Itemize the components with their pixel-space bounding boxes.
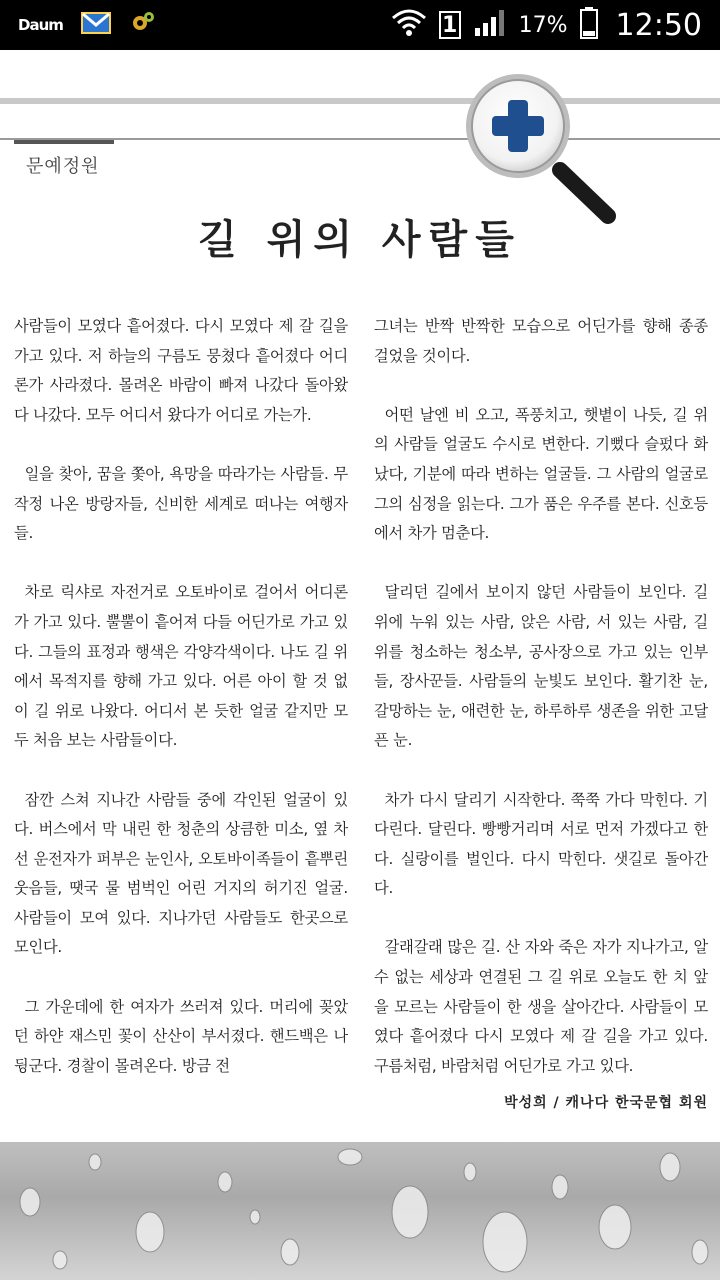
author-byline: 박성희 / 캐나다 한국문협 회원 [504, 1095, 708, 1112]
zoom-in-magnifier-icon [460, 70, 620, 230]
paragraph: 그녀는 반짝 반짝한 모습으로 어딘가를 향해 종종 걸었을 것이다. [374, 317, 708, 365]
paragraph: 갈래갈래 많은 길. 산 자와 죽은 자가 지나가고, 알 수 없는 세상과 연결된 그 길 위로 오늘도 한 치 앞을 모르는 사람들이 한 생을 살아간다. 사람들이 모였다 흩어졌다 다시 모였다 제 갈 길을 가고 있다. 구름처럼, 바람처럼 어딘가로 가고 있다. [374, 938, 708, 1075]
sim-slot-icon: 1 [439, 11, 461, 39]
paragraph: 차가 다시 달리기 시작한다. 쭉쭉 가다 막힌다. 기다린다. 달린다. 빵빵거리며 서로 먼저 가겠다고 한다. 실랑이를 벌인다. 다시 막힌다. 샛길로 돌아간다. [374, 790, 708, 898]
daum-app-icon: Daum [18, 16, 63, 34]
zoom-in-button[interactable] [460, 70, 620, 230]
paragraph: 일을 찾아, 꿈을 쫓아, 욕망을 따라가는 사람들. 무작정 나온 방랑자들, 신비한 세계로 떠나는 여행자들. [14, 464, 348, 543]
article-column-right [374, 312, 708, 1119]
paragraph: 잠깐 스쳐 지나간 사람들 중에 각인된 얼굴이 있다. 버스에서 막 내린 한 청춘의 상큼한 미소, 옆 차선 운전자가 퍼부은 눈인사, 오토바이족들이 흩뿌린 웃음들, 땟국 물 범벅인 어린 거지의 허기진 얼굴. 사람들이 모여 있다. 지나가던 사람들도 한곳으로 모인다. [14, 790, 348, 957]
paragraph: 차로 릭샤로 자전거로 오토바이로 걸어서 어디론가 가고 있다. 뿔뿔이 흩어져 다들 어딘가로 가고 있다. 그들의 표정과 행색은 각양각색이다. 나도 길 위에서 목적지를 향해 가고 있다. 어른 아이 할 것 없이 길 위로 나왔다. 어디서 본 듯한 얼굴 같지만 모두 처음 보는 사람들이다. [14, 583, 348, 750]
clock: 12:50 [615, 7, 702, 43]
raindrops-photo [0, 1142, 720, 1280]
gear-icon [129, 9, 157, 41]
section-rule [14, 140, 114, 144]
status-bar-notifications [18, 8, 157, 42]
paragraph: 그 가운데에 한 여자가 쓰러져 있다. 머리에 꽂았던 하얀 재스민 꽃이 산산이 부서졌다. 핸드백은 나뒹군다. 경찰이 몰려온다. 방금 전 [14, 997, 348, 1075]
paragraph: 어떤 날엔 비 오고, 폭풍치고, 햇볕이 나듯, 길 위의 사람들 얼굴도 수시로 변한다. 기뻤다 슬펐다 화났다, 기분에 따라 변하는 얼굴들. 그 사람의 얼굴로 그의 심정을 읽는다. 그가 품은 우주를 본다. 신호등에서 차가 멈춘다. [374, 405, 708, 543]
signal-icon [473, 8, 507, 42]
status-bar-system [391, 0, 702, 50]
article-column-left [14, 312, 348, 1111]
battery-percent: 17% [518, 12, 568, 38]
paragraph: 사람들이 모였다 흩어졌다. 다시 모였다 제 갈 길을 가고 있다. 저 하늘의 구름도 뭉쳤다 흩어졌다 어디론가 사라졌다. 몰려온 바람이 빠져 나갔다 돌아왔다 나갔다. 모두 어디서 왔다가 어디로 가는가. [14, 317, 348, 424]
battery-icon [580, 7, 598, 43]
section-label: 문예정원 [26, 156, 100, 177]
paragraph: 달리던 길에서 보이지 않던 사람들이 보인다. 길 위에 누워 있는 사람, 앉은 사람, 서 있는 사람, 길 위를 청소하는 청소부, 공사장으로 가고 있는 인부들, 장사꾼들. 사람들의 눈빛도 보인다. 활기찬 눈, 갈망하는 눈, 애련한 눈, 하루하루 생존을 위한 고달픈 눈. [374, 583, 708, 750]
wifi-icon [391, 8, 427, 42]
article-title: 길 위의 사람들 [198, 216, 522, 263]
status-bar [0, 0, 720, 50]
mail-icon [79, 8, 113, 42]
